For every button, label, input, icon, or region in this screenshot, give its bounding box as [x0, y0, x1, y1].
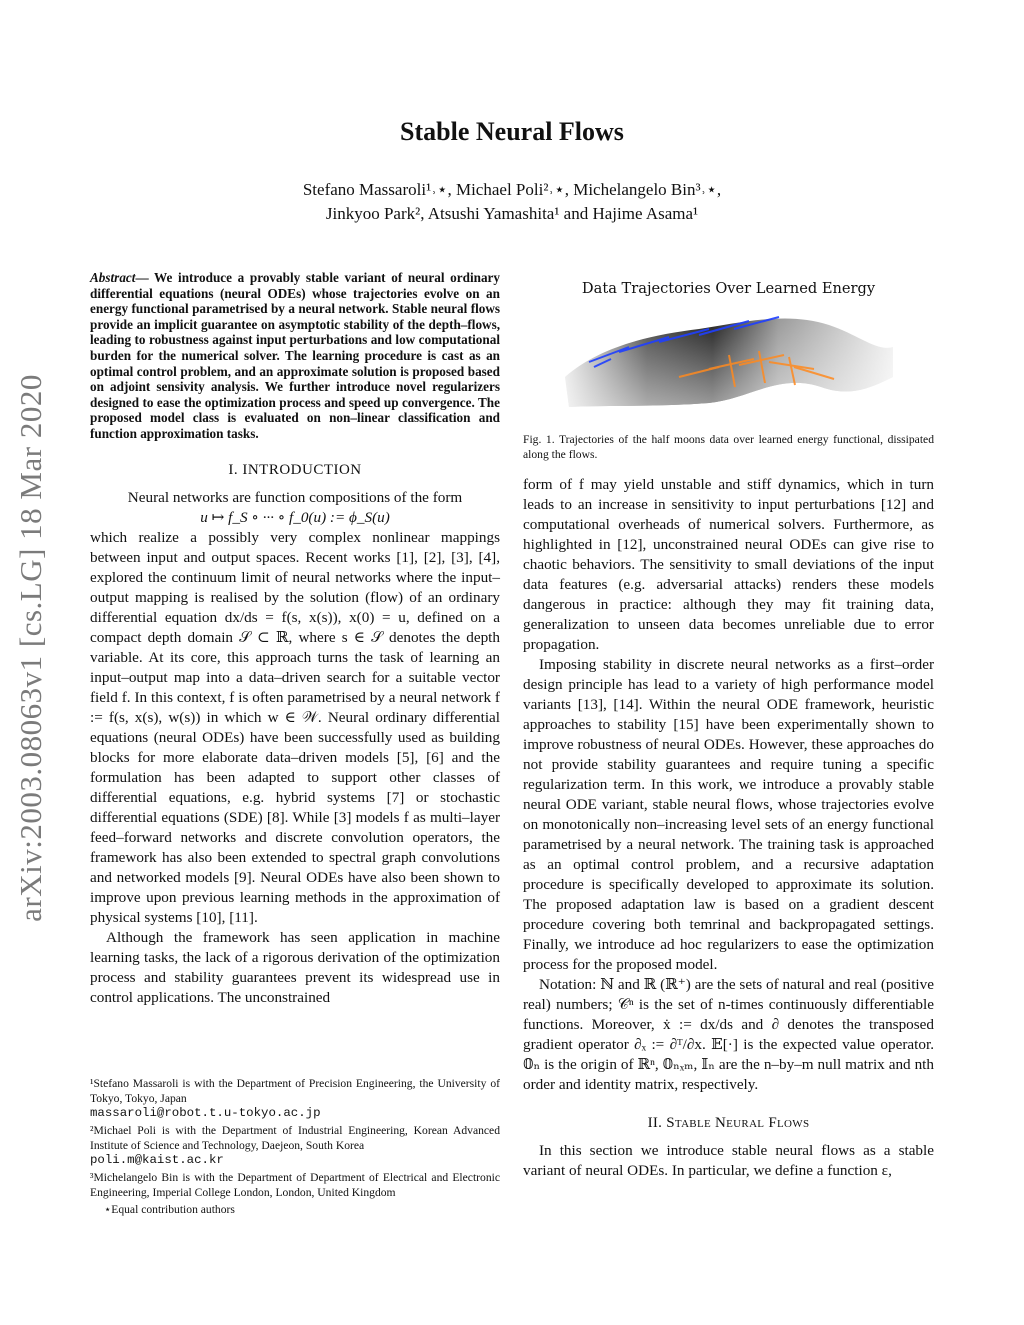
intro-paragraph-3: Although the framework has seen application in machine learning tasks, the lack of a rigorous derivation of the optimization process and stability guarantees prevent its widespread use in control applications. The unconstrained [90, 928, 500, 1006]
left-column [90, 270, 500, 1008]
footnote-1 [90, 1076, 500, 1121]
footnote-2 [90, 1123, 500, 1168]
right-paragraph-4: In this section we introduce stable neural flows as a stable variant of neural ODEs. In particular, we define a function ε, [523, 1142, 934, 1179]
arxiv-identifier-text: arXiv:2003.08063v1 [cs.LG] 18 Mar 2020 [13, 373, 49, 922]
footnotes [90, 1076, 500, 1219]
figure-caption: Fig. 1. Trajectories of the half moons data over learned energy functional, dissipated along the flows. [523, 433, 934, 461]
section-heading-introduction: I. INTRODUCTION [228, 461, 362, 478]
intro-equation: u ↦ f_S ∘ ··· ∘ f_0(u) := ϕ_S(u) [200, 508, 390, 526]
intro-paragraph-1: Neural networks are function compositions of the form [127, 488, 463, 506]
arxiv-identifier [8, 345, 54, 950]
author-line-2: Jinkyoo Park², Atsushi Yamashita¹ and Hajime Asama¹ [325, 204, 699, 223]
footnote-2-text: ²Michael Poli is with the Department of Industrial Engineering, Korean Advanced Institute of Science and Technology, Daejeon, South Korea [90, 1124, 500, 1152]
figure-1 [523, 280, 934, 412]
footnote-3: ³Michelangelo Bin is with the Department of Department of Electrical and Electronic Engineering, Imperial College London, London, United Kingdom [90, 1171, 500, 1199]
abstract [90, 270, 500, 442]
author-line-1: Stefano Massaroli¹˒⋆, Michael Poli²˒⋆, Michelangelo Bin³˒⋆, [302, 180, 722, 199]
abstract-text: — We introduce a provably stable variant of neural ordinary differential equations (neural ODEs) whose trajectories evolve on an energy functional parametrised by a neural network. Stable neural flows provide an implicit guarantee on asymptotic stability of the depth–flows, leading to robustness against input perturbations and low computational burden for the numerical solver. The learning procedure is cast as an optimal control problem, and an approximate solution is proposed based on adjoint sensivity analysis. We further introduce novel regularizers designed to ease the optimization process and speed up convergence. The proposed model class is evaluated on non–linear classification and function approximation tasks. [90, 270, 500, 441]
author-list [0, 178, 1024, 226]
right-paragraph-3: Notation: ℕ and ℝ (ℝ⁺) are the sets of natural and real (positive real) numbers; 𝒞ⁿ is the set of n-times continuously differentiable functions. Moreover, ẋ := dx/ds and ∂ denotes the transposed gradient operator ∂ₓ := ∂ᵀ/∂x. 𝔼[·] is the expected value operator. 𝟘ₙ is the origin of ℝⁿ, 𝟘ₙₓₘ, 𝕀ₙ are the n–by–m null matrix and nth order and identity matrix, respectively. [523, 976, 934, 1093]
right-paragraph-1: form of f may yield unstable and stiff dynamics, which in turn leads to an increase in sensitivity to input perturbations [12] and computational overheads of numerical solvers. Furthermore, as highlighted in [12], unconstrained neural ODEs can give rise to chaotic behaviors. The sensitivity to small deviations of the input data features (e.g. adversarial attacks) renders these models dangerous in practice: although they may fit training data, generalization to unseen data becomes unreliable due to error propagation. [523, 476, 934, 653]
intro-paragraph-2: which realize a possibly very complex nonlinear mappings between input and output spaces. Recent works [1], [2], [3], [4], explored the continuum limit of neural networks where the input–output mapping is realised by the solution (flow) of an ordinary differential equation dx/ds = f(s, x(s)), x(0) = u, defined on a compact depth domain 𝒮 ⊂ ℝ, where s ∈ 𝒮 denotes the depth variable. At its core, this approach turns the task of learning an input–output map into a data–driven search for a suitable vector field f. In this context, f is often parametrised by a neural network f := f(s, x(s), w(s)) in which w ∈ 𝒲. Neural ordinary differential equations (neural ODEs) have been successfully used as building blocks for more elaborate data–driven models [5], [6] and the formulation has been adapted to support other classes of differential equations, e.g. hybrid systems [7] or stochastic differential equations (SDE) [8]. While [3] models f as multi–layer feed–forward networks and discrete convolution operators, the framework has also been extended to spectral graph convolutions and networked models [9]. Neural ODEs have also been shown to improve upon previous learning methods in the approximation of physical systems [10], [11]. [90, 528, 500, 926]
figure-title: Data Trajectories Over Learned Energy [581, 280, 876, 297]
surface-shading [565, 318, 893, 407]
right-column [523, 475, 934, 1181]
abstract-label: Abstract [90, 270, 136, 285]
right-paragraph-2: Imposing stability in discrete neural networks as a first–order design principle has lead to a variety of high performance model variants [13], [14]. Within the neural ODE framework, heuristic approaches to stability [15] have been experimentally shown to improve robustness of neural ODEs. However, these approaches do not provide stability guarantees and require tuning a specific regularization term. In this work, we introduce a provably stable neural ODE variant, stable neural flows, whose trajectories evolve on monotonically non–increasing level sets of an energy functional parametrised by a neural network. The training task is approached as an optimal control problem, and a recursive adaptation procedure is specifically developed to approximate its solution. The proposed adaptation law is based on a gradient descent procedure covering both temrinal and backpropagated settings. Finally, we introduce ad hoc regularizers to ease the optimization process for the proposed model. [523, 656, 934, 973]
energy-surface-plot [559, 307, 899, 412]
footnote-2-email[interactable]: poli.m@kaist.ac.kr [90, 1153, 224, 1167]
footnote-1-text: ¹Stefano Massaroli is with the Department of Precision Engineering, the University of Tokyo, Tokyo, Japan [90, 1077, 500, 1105]
footnote-1-email[interactable]: massaroli@robot.t.u-tokyo.ac.jp [90, 1106, 321, 1120]
paper-title: Stable Neural Flows [400, 117, 624, 146]
footnote-4: ⋆Equal contribution authors [104, 1203, 235, 1216]
section-heading-stable-neural-flows: II. Stable Neural Flows [647, 1115, 810, 1131]
